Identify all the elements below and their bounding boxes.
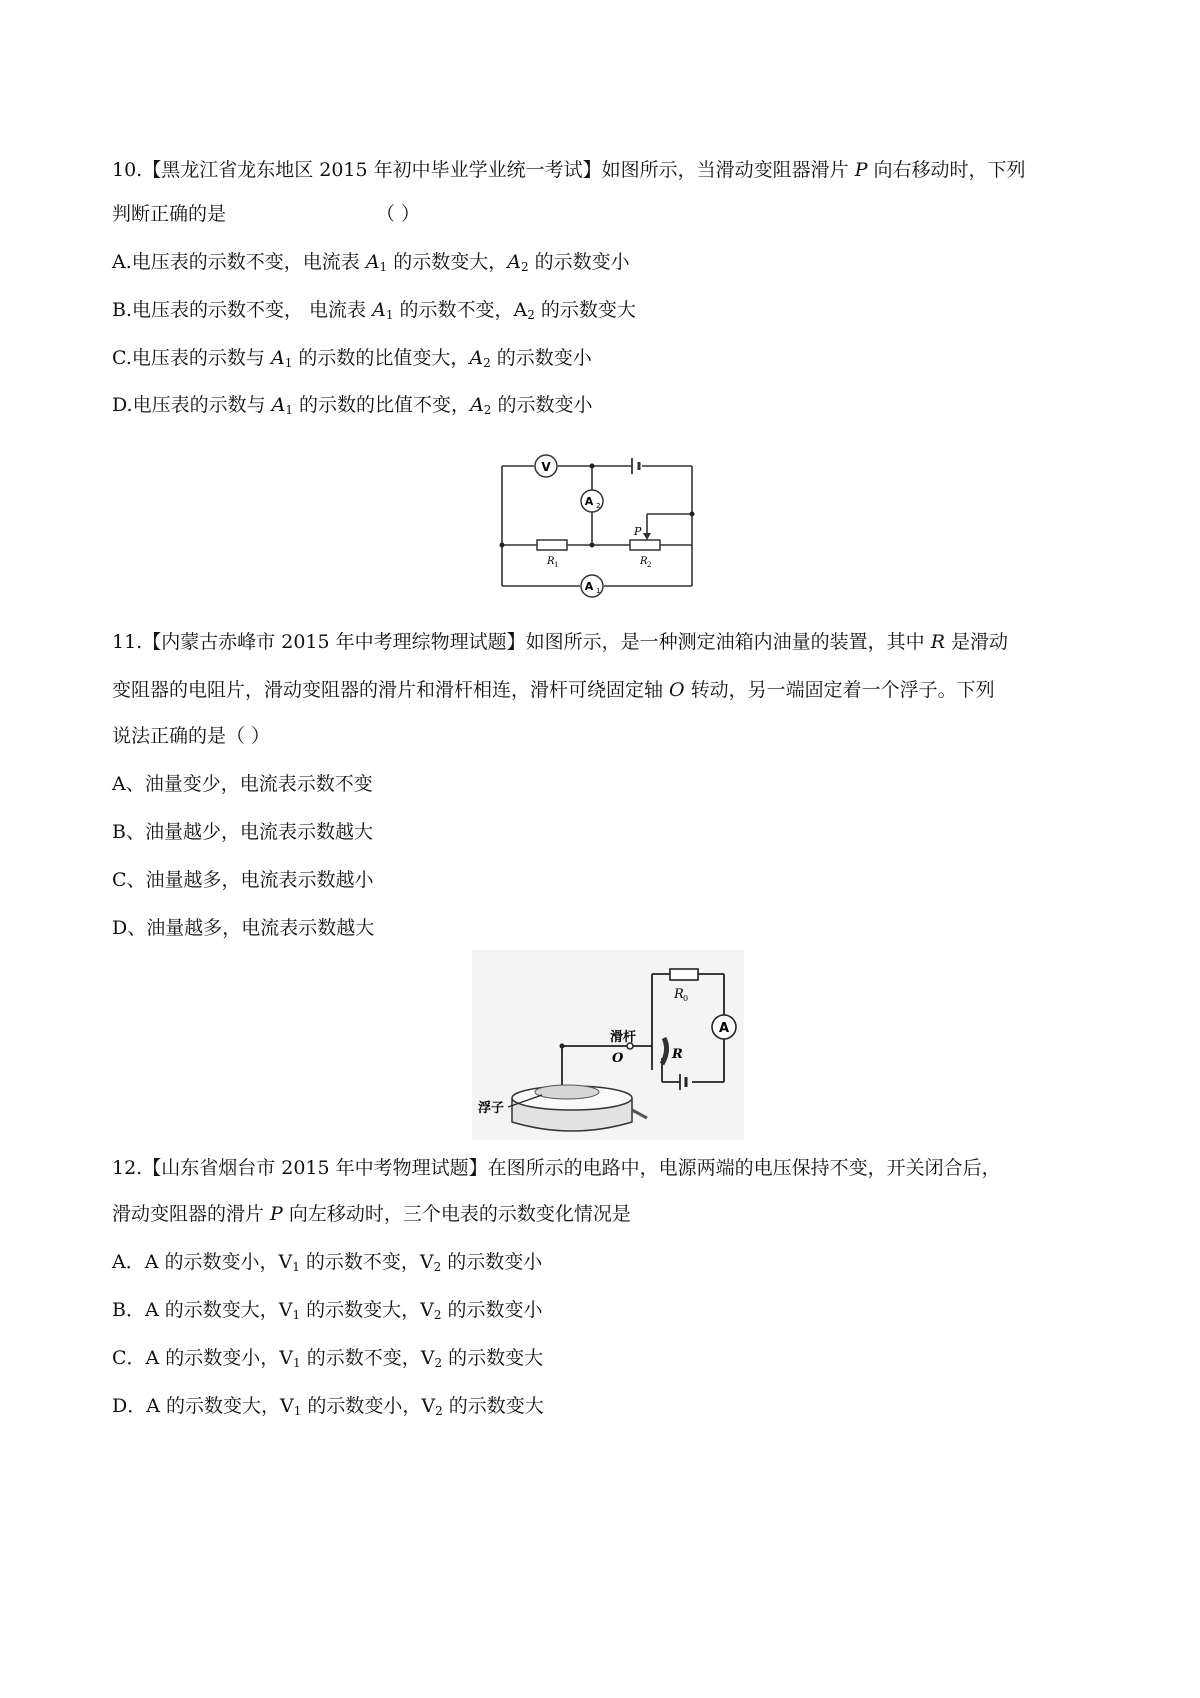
resistor-r0	[670, 969, 698, 980]
r1-label: R	[547, 556, 555, 567]
q10-option-a	[112, 250, 630, 279]
ammeter-a2-sub: 2	[596, 502, 601, 510]
q12-stem-text-1: 滑动变阻器的滑片	[112, 1203, 271, 1225]
q11-stem-text-2: 是滑动	[945, 631, 1009, 653]
q12-stem-line1: 12.【山东省烟台市 2015 年中考物理试题】在图所示的电路中，电源两端的电压保持不变，开关闭合后，	[112, 1157, 1001, 1179]
q10-b-text-1: B.电压表的示数不变， 电流表	[112, 299, 373, 321]
q11-stem-var-r: R	[930, 631, 946, 653]
q10-option-b	[112, 298, 636, 327]
q12-stem-line2	[112, 1202, 631, 1226]
q12-c-text-2: 的示数不变，V	[300, 1347, 435, 1369]
q12-stem-text-2: 向左移动时，三个电表的示数变化情况是	[282, 1203, 631, 1225]
q10-c-text-3: 的示数变小	[490, 347, 592, 369]
battery-symbol	[632, 458, 639, 474]
r1-sub: 1	[554, 561, 559, 569]
q12-b-text-3: 的示数变小	[441, 1299, 543, 1321]
q12-option-d	[112, 1394, 544, 1423]
q10-stem-text-3: 判断正确的是	[112, 203, 227, 225]
q10-a-text-3: 的示数变小	[528, 251, 630, 273]
float-label: 浮子	[478, 1101, 505, 1116]
q11-stem-line3: 说法正确的是（ ）	[112, 725, 271, 747]
q12-a-sub2: 2	[433, 1260, 442, 1274]
q12-c-text-1: C．A 的示数变小，V	[112, 1347, 294, 1369]
ammeter-a1-label: A	[584, 580, 594, 593]
q10-d-var-2: A	[470, 394, 484, 416]
q10-stem-text-2: 向右移动时，下列	[867, 159, 1026, 181]
q10-a-text-1: A.电压表的示数不变，电流表	[112, 251, 366, 273]
q12-b-sub1: 1	[292, 1308, 301, 1322]
q10-b-text-2: 的示数不变，A	[393, 299, 528, 321]
q10-stem-line2	[112, 202, 420, 226]
q12-option-b	[112, 1298, 543, 1327]
ammeter-a2-label: A	[584, 495, 594, 508]
q11-stem-text-3: 变阻器的电阻片，滑动变阻器的滑片和滑杆相连，滑杆可绕固定轴	[112, 679, 670, 701]
ammeter-label: A	[718, 1021, 730, 1036]
resistor-r1	[537, 540, 567, 550]
q12-a-sub1: 1	[292, 1260, 300, 1274]
q10-c-text-2: 的示数的比值变大，	[292, 347, 470, 369]
q10-d-sub1: 1	[285, 403, 294, 417]
q12-c-text-3: 的示数变大	[442, 1347, 544, 1369]
q10-c-var: A	[270, 347, 285, 369]
q12-b-text-1: B．A 的示数变大，V	[112, 1299, 293, 1321]
q10-d-sub2: 2	[483, 403, 492, 417]
q10-circuit-diagram	[482, 436, 712, 606]
r-label: R	[672, 1047, 683, 1062]
q10-a-text-2: 的示数变大，	[387, 251, 508, 273]
q12-a-text-3: 的示数变小	[441, 1251, 543, 1273]
q12-a-text-1: A．A 的示数变小，V	[112, 1251, 293, 1273]
q12-a-text-2: 的示数不变，V	[299, 1251, 434, 1273]
q10-d-text-3: 的示数变小	[491, 394, 593, 416]
q10-c-sub1: 1	[284, 356, 293, 370]
q10-b-text-3: 的示数变大	[534, 299, 636, 321]
q12-d-text-3: 的示数变大	[442, 1395, 544, 1417]
q12-option-c	[112, 1346, 543, 1375]
q10-d-text-2: 的示数的比值不变，	[293, 394, 471, 416]
r2-label: R	[640, 556, 648, 567]
q11-stem-text-4: 转动，另一端固定着一个浮子。下列	[684, 679, 995, 701]
q10-answer-bracket: （ ）	[376, 203, 421, 225]
q10-a-sub1: 1	[379, 260, 388, 274]
ammeter-a1-sub: 1	[596, 587, 601, 595]
q11-option-c: C、油量越多，电流表示数越小	[112, 869, 374, 891]
q12-d-text-2: 的示数变小，V	[301, 1395, 436, 1417]
q10-b-var: A	[372, 299, 386, 321]
q12-d-sub1: 1	[293, 1404, 302, 1418]
q11-stem-text-1: 11.【内蒙古赤峰市 2015 年中考理综物理试题】如图所示，是一种测定油箱内油量的装置，其中	[112, 631, 931, 653]
q11-stem-line2	[112, 678, 995, 702]
q10-b-sub1: 1	[385, 308, 394, 322]
voltmeter-label: V	[541, 460, 551, 474]
q10-c-var-2: A	[469, 347, 484, 369]
q12-b-text-2: 的示数变大，V	[300, 1299, 434, 1321]
q11-option-b: B、油量越少，电流表示数越大	[112, 821, 373, 843]
q10-d-var: A	[271, 394, 286, 416]
q12-stem-var-p: P	[270, 1203, 283, 1225]
q10-option-d	[112, 393, 592, 422]
q12-option-a	[112, 1250, 542, 1279]
q10-a-sub2: 2	[520, 260, 529, 274]
q12-d-sub2: 2	[435, 1404, 443, 1418]
q12-c-sub1: 1	[293, 1356, 301, 1370]
q11-option-d: D、油量越多，电流表示数越大	[112, 917, 375, 939]
q12-b-sub2: 2	[433, 1308, 442, 1322]
q10-a-var-2: A	[507, 251, 521, 273]
pivot-label: O	[612, 1051, 624, 1066]
slider-arrow-icon	[643, 533, 651, 540]
q10-d-text-1: D.电压表的示数与	[112, 394, 272, 416]
q12-d-text-1: D．A 的示数变大，V	[112, 1395, 294, 1417]
q11-option-a: A、油量变少，电流表示数不变	[112, 773, 373, 795]
lever-label: 滑杆	[610, 1030, 637, 1045]
q11-oil-gauge-diagram	[472, 950, 744, 1140]
float-body	[535, 1085, 599, 1099]
q10-c-sub2: 2	[483, 356, 491, 370]
slider-label: P	[634, 525, 642, 538]
q10-option-c	[112, 346, 592, 375]
q10-b-sub2: 2	[527, 308, 535, 322]
q10-stem-line1	[112, 158, 1026, 182]
r0-sub: 0	[683, 994, 689, 1003]
q10-stem-text-1: 10.【黑龙江省龙东地区 2015 年初中毕业学业统一考试】如图所示，当滑动变阻器滑片	[112, 159, 855, 181]
q11-stem-line1	[112, 630, 1008, 654]
r0-label: R	[674, 987, 684, 1002]
q10-stem-var-p: P	[854, 159, 868, 181]
resistor-r2	[630, 540, 660, 550]
q10-a-var: A	[365, 251, 380, 273]
q12-c-sub2: 2	[434, 1356, 443, 1370]
q10-c-text-1: C.电压表的示数与	[112, 347, 271, 369]
q11-stem-var-o: O	[669, 679, 685, 701]
r2-sub: 2	[647, 561, 652, 569]
